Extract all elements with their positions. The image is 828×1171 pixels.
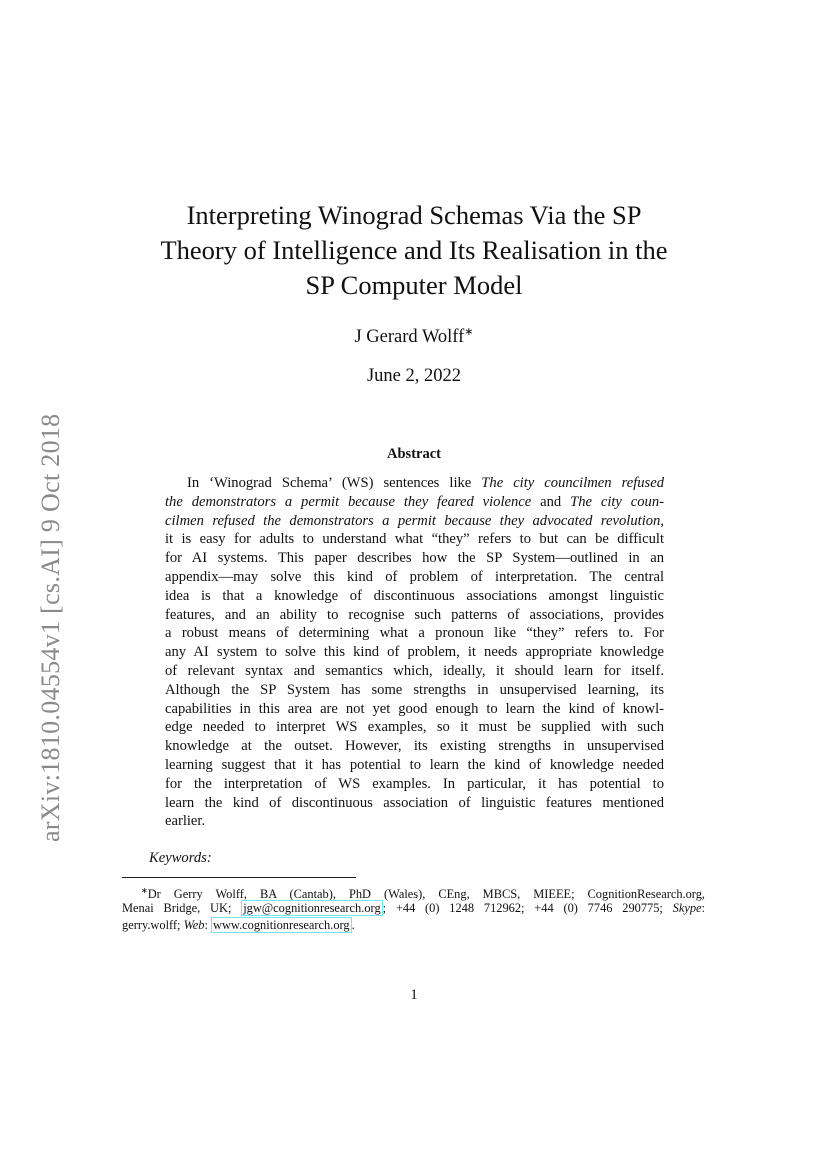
abstract-line: any AI system to solve this kind of problem, it needs appropriate knowledge [165,644,664,661]
footnote-line: gerry.wolff; Web: www.cognitionresearch.org . [122,918,355,932]
page-number: 1 [410,987,418,1003]
abstract-line: for the interpretation of WS examples. In particular, it has potential to [165,775,664,792]
title-line-2: Theory of Intelligence and Its Realisation in the [160,235,668,265]
abstract-line: features, and an ability to recognise such patterns of associations, provides [165,606,664,623]
abstract-line: In ‘Winograd Schema’ (WS) sentences like The city councilmen refused [187,475,664,491]
abstract-body [165,474,664,831]
email-link[interactable]: jgw@cognitionresearch.org [243,900,381,915]
title-line-1: Interpreting Winograd Schemas Via the SP [186,200,642,230]
abstract-line: appendix—may solve this kind of problem of interpretation. The central [165,568,664,585]
abstract-line: learn the kind of discontinuous association of linguistic features mentioned [165,794,664,811]
abstract-line: edge needed to interpret WS examples, so it must be supplied with such [165,719,664,736]
footnote-rule [122,877,356,878]
abstract-line: cilmen refused the demonstrators a permit because they advocated revolution, [165,512,664,529]
abstract-heading: Abstract [387,446,441,462]
abstract-line: it is easy for adults to understand what “they” refers to but can be difficult [165,531,664,548]
website-link[interactable]: www.cognitionresearch.org [213,918,350,932]
paper-title [120,198,708,303]
arxiv-identifier-stamp: arXiv:1810.04554v1 [cs.AI] 9 Oct 2018 [36,413,65,842]
author-name: J Gerard Wolff [354,327,465,347]
abstract-line: idea is that a knowledge of discontinuous associations amongst linguistic [165,587,664,604]
abstract-line: the demonstrators a permit because they feared violence and The city coun- [165,493,665,510]
abstract-line: earlier. [165,813,206,830]
abstract-line: a robust means of determining what a pronoun like “they” refers to. For [165,625,664,642]
author-footnote [122,882,705,935]
abstract-line: Although the SP System has some strengths in unsupervised learning, its [165,681,664,698]
abstract-line: capabilities in this area are not yet good enough to learn the kind of knowl- [165,700,664,717]
abstract-line: of relevant syntax and semantics which, ideally, it should learn for itself. [165,662,664,679]
author-footnote-mark[interactable]: ∗ [464,326,474,338]
abstract-line: learning suggest that it has potential to learn the kind of knowledge needed [165,756,664,773]
footnote-line: ∗Dr Gerry Wolff, BA (Cantab), PhD (Wales), CEng, MBCS, MIEEE; CognitionResearch.org, [141,886,705,901]
abstract-line: knowledge at the outset. However, its existing strengths in unsupervised [165,738,664,755]
abstract-line: for AI systems. This paper describes how the SP System—outlined in an [165,550,664,567]
author-line [0,325,828,348]
footnote-line: Menai Bridge, UK; jgw@cognitionresearch.org ; +44 (0) 1248 712962; +44 (0) 7746 290775; Skype: [122,900,705,915]
paper-date: June 2, 2022 [366,366,462,386]
keywords-label: Keywords: [149,850,212,866]
title-line-3: SP Computer Model [305,270,523,300]
